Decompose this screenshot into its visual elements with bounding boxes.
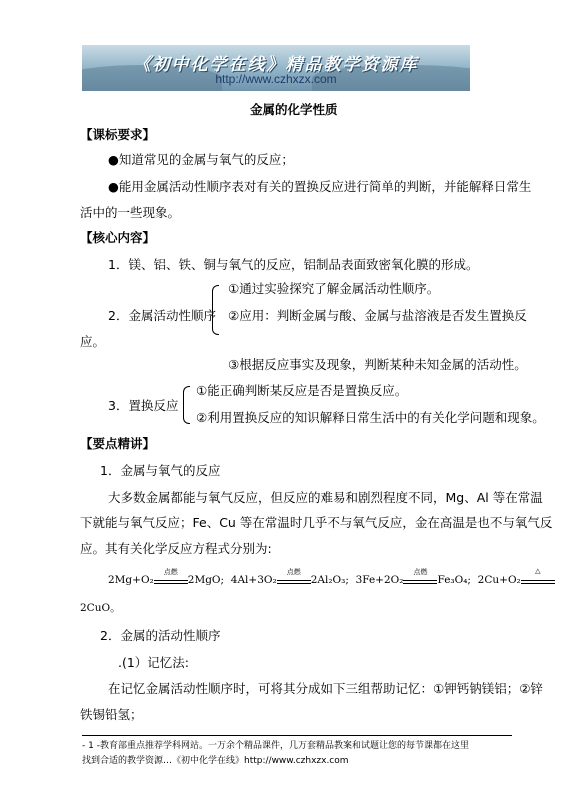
text-line: ②应用：判断金属与酸、金属与盐溶液是否发生置换反 [228, 308, 527, 323]
text-line: 1．镁、铝、铁、铜与氧气的反应，铝制品表面致密氧化膜的形成。 [108, 257, 479, 272]
text-line: 铁锡铅氢； [80, 707, 143, 722]
text-line: ●能用金属活动性顺序表对有关的置换反应进行简单的判断，并能解释日常生 [108, 179, 532, 194]
subheading: 2．金属的活动性顺序 [100, 628, 221, 643]
text-line: ②利用置换反应的知识解释日常生活中的有关化学问题和现象。 [196, 410, 545, 425]
section-heading: 【要点精讲】 [80, 436, 156, 451]
page-footer [82, 735, 512, 769]
footer-line: 找到合适的教学资源…《初中化学在线》http://www.czhxzx.com [82, 756, 349, 766]
reaction-condition: △ [535, 567, 541, 575]
text-line: 应。 [80, 334, 106, 349]
text-line: ●知道常见的金属与氧气的反应； [108, 152, 294, 167]
reaction-condition: 点燃 [163, 568, 178, 576]
reaction-arrow [403, 568, 437, 586]
equation-products: Fe₃O₄; [437, 574, 471, 586]
banner-url: http://www.czhxzx.com [215, 72, 337, 86]
equation-products: 2MgO; [187, 574, 225, 586]
text-line: 3．置换反应 [108, 398, 179, 413]
reaction-arrow [521, 567, 555, 586]
footer-line: - 1 -教育部重点推荐学科网站。一万余个精品课件，几万套精品教案和试题让您的每节课都在这里 [82, 741, 469, 751]
text-line: ①能正确判断某反应是否是置换反应。 [196, 383, 408, 398]
text-line: ③根据反应事实及现象，判断某种未知金属的活动性。 [228, 357, 527, 372]
text-line: 活中的一些现象。 [80, 205, 181, 220]
text-line: 2．金属活动性顺序 [108, 308, 216, 323]
section-heading: 【课标要求】 [80, 127, 156, 142]
brace-symbol [183, 386, 190, 424]
text-line: ①通过实验探究了解金属活动性顺序。 [228, 281, 440, 296]
text-line: 大多数金属都能与氧气反应，但反应的难易和剧烈程度不同，Mg、Al 等在常温 [108, 490, 543, 505]
equation-reactants: 2Mg+O₂ [108, 574, 154, 586]
equation-products: 2CuO。 [80, 602, 121, 614]
page-title: 金属的化学性质 [250, 102, 338, 117]
equation-reactants: 3Fe+2O₂ [355, 574, 404, 586]
equation-reactants: 4Al+3O₂ [230, 574, 277, 586]
banner-title: 《初中化学在线》精品教学资源库 [133, 55, 419, 75]
equation-row [108, 567, 555, 586]
reaction-arrow [154, 568, 188, 586]
subheading: 1．金属与氧气的反应 [100, 463, 221, 478]
subheading: .(1）记忆法: [118, 655, 190, 670]
text-line: 在记忆金属活动性顺序时，可将其分成如下三组帮助记忆：①钾钙钠镁铝；②锌 [108, 681, 543, 696]
text-line: 下就能与氧气反应；Fe、Cu 等在常温时几乎不与氧气反应，金在高温是也不与氧气反 [80, 515, 553, 530]
reaction-condition: 点燃 [413, 568, 428, 576]
header-banner [82, 45, 470, 91]
equation-products: 2Al₂O₃; [310, 574, 349, 586]
text-line: 应。其有关化学反应方程式分别为: [80, 541, 272, 556]
reaction-arrow [277, 568, 311, 586]
section-heading: 【核心内容】 [80, 230, 156, 245]
reaction-condition: 点燃 [286, 568, 301, 576]
equation-reactants: 2Cu+O₂ [477, 574, 521, 586]
